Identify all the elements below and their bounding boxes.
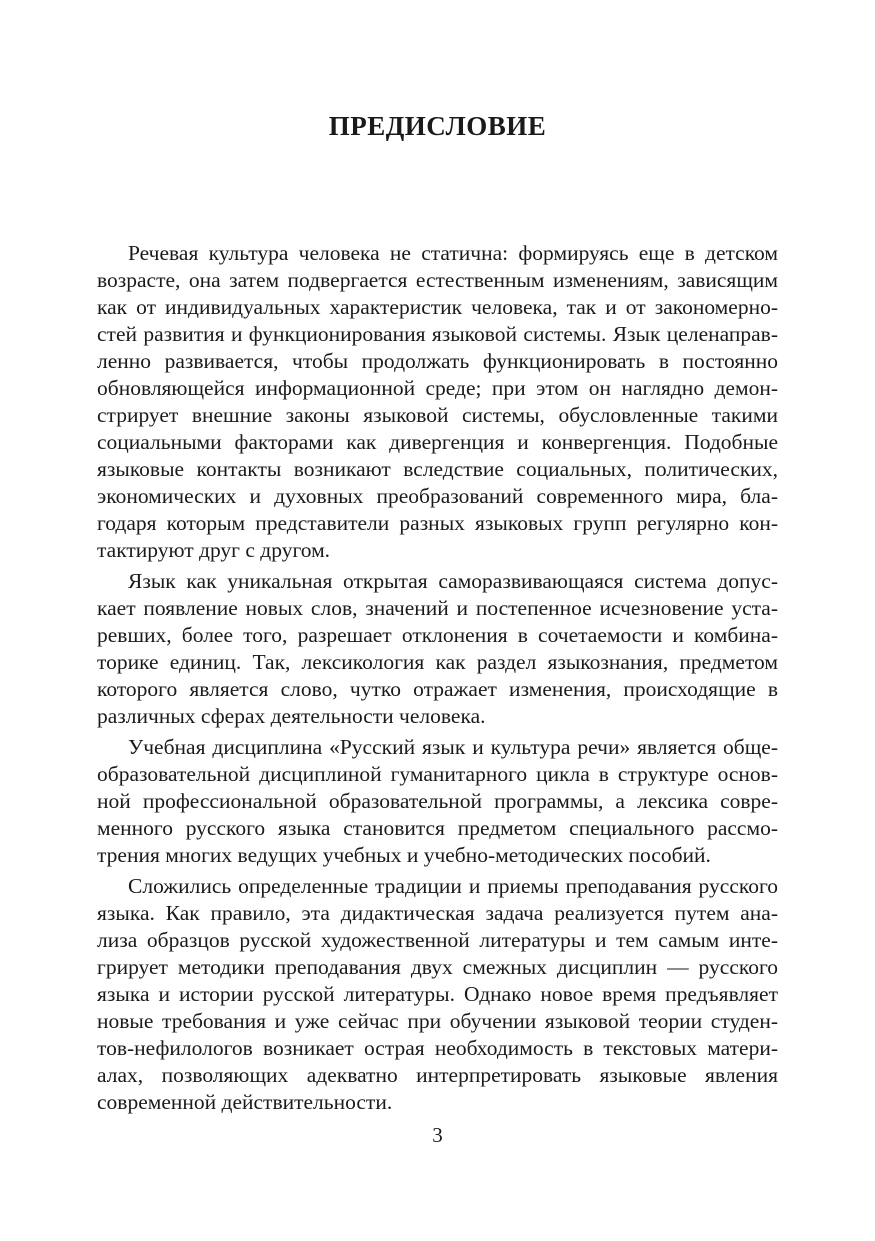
paragraph: [97, 240, 778, 564]
paragraph: [97, 568, 778, 730]
text-line: лиза образцов русской художественной литературы и тем самым инте-: [97, 928, 778, 952]
text-line: менного русского языка становится предметом специального рассмо-: [97, 816, 778, 840]
text-line: которого является слово, чутко отражает изменения, происходящие в: [97, 677, 778, 701]
text-line: новые требования и уже сейчас при обучении языковой теории студен-: [97, 1009, 778, 1033]
page-title: ПРЕДИСЛОВИЕ: [328, 111, 547, 141]
text-line: экономических и духовных преобразований современного мира, бла-: [97, 484, 778, 508]
text-line: ной профессиональной образовательной программы, а лексика совре-: [97, 789, 778, 813]
text-line: обновляющейся информационной среде; при этом он наглядно демон-: [97, 376, 778, 400]
page-number: 3: [432, 1123, 443, 1147]
text-line: языковые контакты возникают вследствие социальных, политических,: [97, 457, 778, 481]
text-line: Сложились определенные традиции и приемы преподавания русского: [128, 874, 778, 898]
text-line: алах, позволяющих адекватно интерпретировать языковые явления: [97, 1063, 778, 1087]
text-line: кает появление новых слов, значений и постепенное исчезновение уста-: [97, 596, 778, 620]
text-line: языка. Как правило, эта дидактическая задача реализуется путем ана-: [97, 901, 778, 925]
text-line: языка и истории русской литературы. Однако новое время предъявляет: [97, 982, 778, 1006]
text-line: ленно развивается, чтобы продолжать функционировать в постоянно: [97, 349, 778, 373]
text-line: как от индивидуальных характеристик человека, так и от закономерно-: [97, 295, 778, 319]
text-line: возрасте, она затем подвергается естественным изменениям, зависящим: [97, 268, 778, 292]
text-line: социальными факторами как дивергенция и конвергенция. Подобные: [97, 430, 778, 454]
text-line: различных сферах деятельности человека.: [97, 704, 486, 728]
body-text: [97, 240, 778, 1116]
text-line: стрирует внешние законы языковой системы, обусловленные такими: [97, 403, 778, 427]
text-line: Язык как уникальная открытая саморазвивающаяся система допус-: [128, 569, 778, 593]
text-line: стей развития и функционирования языковой системы. Язык целенаправ-: [97, 322, 778, 346]
paragraph: [97, 873, 778, 1116]
text-line: тов-нефилологов возникает острая необходимость в текстовых матери-: [97, 1036, 778, 1060]
text-line: грирует методики преподавания двух смежных дисциплин — русского: [97, 955, 778, 979]
text-line: годаря которым представители разных языковых групп регулярно кон-: [97, 511, 778, 535]
text-line: Учебная дисциплина «Русский язык и культура речи» является обще-: [128, 735, 778, 759]
text-line: ревших, более того, разрешает отклонения в сочетаемости и комбина-: [97, 623, 778, 647]
text-line: трения многих ведущих учебных и учебно-методических пособий.: [97, 843, 711, 867]
text-line: образовательной дисциплиной гуманитарного цикла в структуре основ-: [97, 762, 778, 786]
paragraph: [97, 734, 778, 869]
text-line: современной действительности.: [97, 1090, 393, 1114]
text-line: тактируют друг с другом.: [97, 538, 331, 562]
text-line: Речевая культура человека не статична: формируясь еще в детском: [128, 241, 778, 265]
text-line: торике единиц. Так, лексикология как раздел языкознания, предметом: [97, 650, 778, 674]
